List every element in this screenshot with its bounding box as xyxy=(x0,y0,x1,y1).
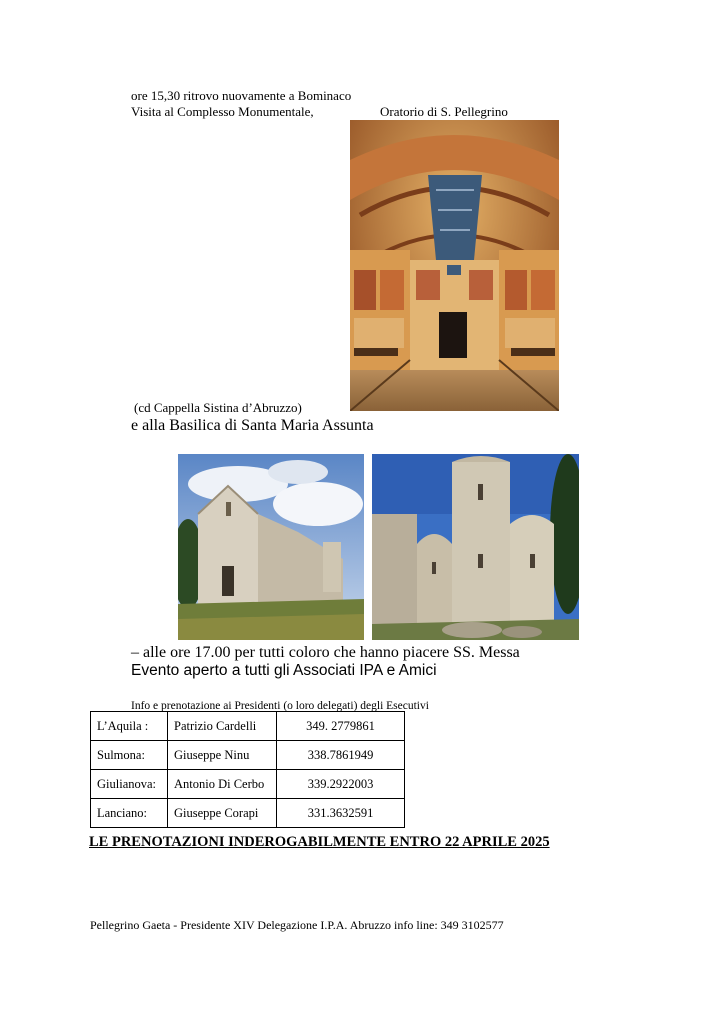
contact-phone: 331.3632591 xyxy=(277,799,405,828)
contact-city: Giulianova: xyxy=(91,770,168,799)
booking-deadline: LE PRENOTAZIONI INDEROGABILMENTE ENTRO 22 APRILE 2025 xyxy=(89,834,550,850)
oratorio-label: Oratorio di S. Pellegrino xyxy=(380,104,508,119)
contact-city: L’Aquila : xyxy=(91,712,168,741)
contact-city: Lanciano: xyxy=(91,799,168,828)
contact-name: Patrizio Cardelli xyxy=(168,712,277,741)
basilica-line: e alla Basilica di Santa Maria Assunta xyxy=(131,417,374,434)
footer-signature: Pellegrino Gaeta - Presidente XIV Delegazione I.P.A. Abruzzo info line: 349 3102577 xyxy=(90,918,504,932)
contact-phone: 349. 2779861 xyxy=(277,712,405,741)
contact-city: Sulmona: xyxy=(91,741,168,770)
table-row xyxy=(91,770,405,799)
contact-name: Giuseppe Ninu xyxy=(168,741,277,770)
schedule-line-2: Visita al Complesso Monumentale, xyxy=(131,104,314,119)
table-row xyxy=(91,741,405,770)
table-row xyxy=(91,799,405,828)
contact-phone: 338.7861949 xyxy=(277,741,405,770)
contact-phone: 339.2922003 xyxy=(277,770,405,799)
evento-line: Evento aperto a tutti gli Associati IPA e Amici xyxy=(131,662,437,679)
table-row xyxy=(91,712,405,741)
messa-line: – alle ore 17.00 per tutti coloro che hanno piacere SS. Messa xyxy=(131,644,520,661)
basilica-apse-photo xyxy=(372,454,579,640)
contact-name: Antonio Di Cerbo xyxy=(168,770,277,799)
contacts-table xyxy=(90,711,405,828)
oratorio-fresco-photo xyxy=(350,120,559,411)
schedule-line-1: ore 15,30 ritrovo nuovamente a Bominaco xyxy=(131,88,352,103)
cappella-note: (cd Cappella Sistina d’Abruzzo) xyxy=(134,400,302,415)
info-title: Info e prenotazione ai Presidenti (o loro delegati) degli Esecutivi xyxy=(131,700,429,712)
contact-name: Giuseppe Corapi xyxy=(168,799,277,828)
basilica-facade-photo xyxy=(178,454,364,640)
